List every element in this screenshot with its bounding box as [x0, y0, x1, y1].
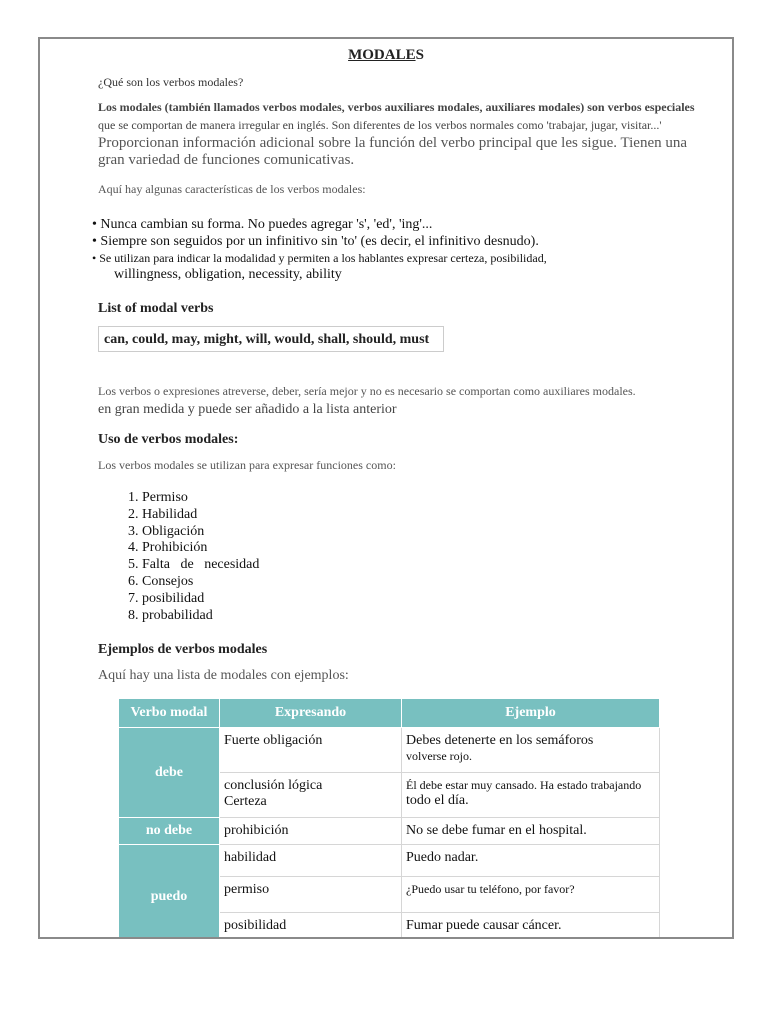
- list-item: 2. Habilidad: [142, 507, 259, 524]
- bullet-item: • Se utilizan para indicar la modalidad y permiten a los hablantes expresar certeza, posibilidad,: [92, 251, 547, 265]
- modal-verbs-box: can, could, may, might, will, would, shall, should, must: [98, 326, 444, 352]
- example-cell: No se debe fumar en el hospital.: [402, 818, 660, 845]
- list-item: 1. Permiso: [142, 490, 259, 507]
- table-row: [119, 845, 660, 877]
- list-item: 4. Prohibición: [142, 540, 259, 557]
- list-item: 3. Obligación: [142, 524, 259, 541]
- example-cell: Él debe estar muy cansado. Ha estado trabajando todo el día.: [402, 773, 660, 818]
- other-expressions-text-cont: en gran medida y puede ser añadido a la lista anterior: [98, 402, 397, 417]
- intro-text-line: que se comportan de manera irregular en inglés. Son diferentes de los verbos normales como 'trabajar, jugar, visitar...': [98, 118, 662, 132]
- table-row: [119, 818, 660, 845]
- bullet-item: • Siempre son seguidos por un infinitivo sin 'to' (es decir, el infinitivo desnudo).: [92, 234, 539, 249]
- example-cell: ¿Puedo usar tu teléfono, por favor?: [402, 877, 660, 913]
- modal-cell: puedo: [119, 845, 220, 940]
- bullet-item-continuation: willingness, obligation, necessity, ability: [114, 267, 342, 282]
- other-expressions-text: Los verbos o expresiones atreverse, deber, sería mejor y no es necesario se comportan como auxiliares modales.: [98, 384, 636, 398]
- example-cell: Puedo nadar.: [402, 845, 660, 877]
- example-cell: Debes detenerte en los semáforos volverse rojo.: [402, 728, 660, 773]
- table-header-row: [119, 699, 660, 728]
- express-cell: prohibición: [220, 818, 402, 845]
- column-header: Ejemplo: [402, 699, 660, 728]
- page-title: MODALES: [348, 47, 424, 63]
- express-cell: Fuerte obligación: [220, 728, 402, 773]
- list-heading: List of modal verbs: [98, 301, 214, 316]
- use-heading: Uso de verbos modales:: [98, 432, 239, 447]
- document-page: [38, 37, 734, 939]
- column-header: Verbo modal: [119, 699, 220, 728]
- express-cell: conclusión lógica Certeza: [220, 773, 402, 818]
- express-cell: posibilidad: [220, 913, 402, 940]
- list-item: 7. posibilidad: [142, 591, 259, 608]
- list-item: 5. Falta de necesidad: [142, 557, 259, 574]
- example-cell: Fumar puede causar cáncer.: [402, 913, 660, 940]
- modal-cell: debe: [119, 728, 220, 818]
- bullet-item: • Nunca cambian su forma. No puedes agregar 's', 'ed', 'ing'...: [92, 217, 433, 232]
- examples-table: [118, 698, 660, 939]
- examples-heading: Ejemplos de verbos modales: [98, 642, 268, 657]
- list-item: 6. Consejos: [142, 574, 259, 591]
- intro-paragraph: Proporcionan información adicional sobre la función del verbo principal que les sigue. Tienen una gran variedad de funciones comunicativas.: [98, 135, 688, 168]
- column-header: Expresando: [220, 699, 402, 728]
- list-item: 8. probabilidad: [142, 608, 259, 625]
- use-intro: Los verbos modales se utilizan para expresar funciones como:: [98, 458, 396, 472]
- functions-list: [98, 490, 259, 624]
- intro-bold-text: Los modales (también llamados verbos modales, verbos auxiliares modales, auxiliares modales) son verbos especiales: [98, 100, 695, 114]
- express-cell: permiso: [220, 877, 402, 913]
- table-row: [119, 728, 660, 773]
- modal-cell: no debe: [119, 818, 220, 845]
- features-intro: Aquí hay algunas características de los verbos modales:: [98, 182, 366, 196]
- express-cell: habilidad: [220, 845, 402, 877]
- question-heading: ¿Qué son los verbos modales?: [98, 75, 244, 89]
- examples-intro: Aquí hay una lista de modales con ejemplos:: [98, 668, 349, 683]
